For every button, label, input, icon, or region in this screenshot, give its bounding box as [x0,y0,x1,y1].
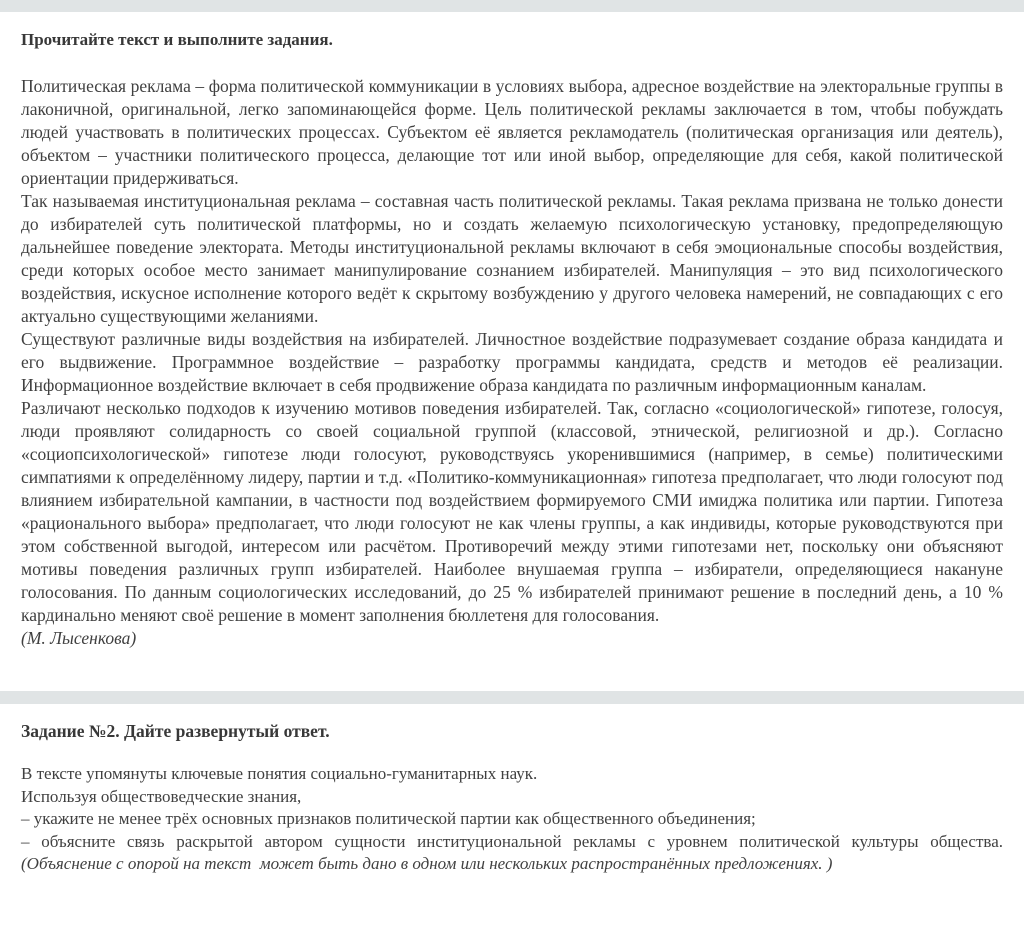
task-note: (Объяснение с опорой на текст может быть дано в одном или нескольких распространённых предложениях. ) [21,854,833,873]
reading-text-block [21,75,1003,650]
task-bullet-item-with-note [21,831,1003,876]
reading-text-paragraph: Существуют различные виды воздействия на избирателей. Личностное воздействие подразумевает создание образа кандидата и его выдвижение. Программное воздействие – разработку программы кандидата, средств и методов её реализации. Информационное воздействие включает в себя продвижение образа кандидата по различным информационным каналам. [21,329,1003,395]
task-body [21,763,1003,876]
section-divider-bar [0,691,1024,704]
reading-text-paragraph: Политическая реклама – форма политической коммуникации в условиях выбора, адресное воздействие на электоральные группы в лаконичной, оригинальной, легко запоминающейся форме. Цель политической рекламы заключается в том, чтобы побуждать людей участвовать в политических процессах. Субъектом её является рекламодатель (политическая организация или деятель), объектом – участники политического процесса, делающие тот или иной выбор, определяющие для себя, какой политической ориентации придерживаться. [21,76,1003,188]
reading-text-paragraph: Различают несколько подходов к изучению мотивов поведения избирателей. Так, согласно «социологической» гипотезе, голосуя, люди проявляют солидарность со своей социальной группой (классовой, этнической, религиозной и др.). Согласно «социопсихологической» гипотезе люди голосуют, руководствуясь укоренившимися (например, в семье) политическими симпатиями к определённому лидеру, партии и т.д. «Политико-коммуникационная» гипотеза предполагает, что люди голосуют под влиянием избирательной кампании, в частности под воздействием формируемого СМИ имиджа политика или партии. Гипотеза «рационального выбора» предполагает, что люди голосуют не как члены группы, а как индивиды, которые руководствуются при этом собственной выгодой, интересом или расчётом. Противоречий между этими гипотезами нет, поскольку они объясняют мотивы поведения различных групп избирателей. Наиболее внушаемая группа – избиратели, определяющиеся накануне голосования. По данным социологических исследований, до 25 % избирателей принимают решение в последний день, а 10 % кардинально меняют своё решение в момент заполнения бюллетеня для голосования. [21,398,1003,625]
top-divider-bar [0,0,1024,12]
task-bullet-item: – укажите не менее трёх основных признаков политической партии как общественного объединения; [21,809,756,828]
task-section [0,721,1024,876]
reading-section [0,30,1024,650]
task-heading: Задание №2. Дайте развернутый ответ. [21,721,330,741]
task-bullet-item: – объясните связь раскрытой автором сущности институциональной рекламы с уровнем политической культуры общества. [21,831,1003,851]
author-attribution: (М. Лысенкова) [21,628,137,648]
reading-text-paragraph: Так называемая институциональная реклама – составная часть политической рекламы. Такая реклама призвана не только донести до избирателей суть политической платформы, но и создать желаемую психологическую установку, предопределяющую дальнейшее поведение электората. Методы институциональной рекламы включают в себя эмоциональные способы воздействия, среди которых особое место занимает манипулирование сознанием избирателей. Манипуляция – это вид психологического воздействия, искусное исполнение которого ведёт к скрытому возбуждению у другого человека намерений, не совпадающих с его актуально существующими желаниями. [21,191,1003,326]
instructions-heading: Прочитайте текст и выполните задания. [21,30,333,49]
task-intro-line: В тексте упомянуты ключевые понятия социально-гуманитарных наук. [21,764,538,783]
task-intro-line: Используя обществоведческие знания, [21,786,302,806]
